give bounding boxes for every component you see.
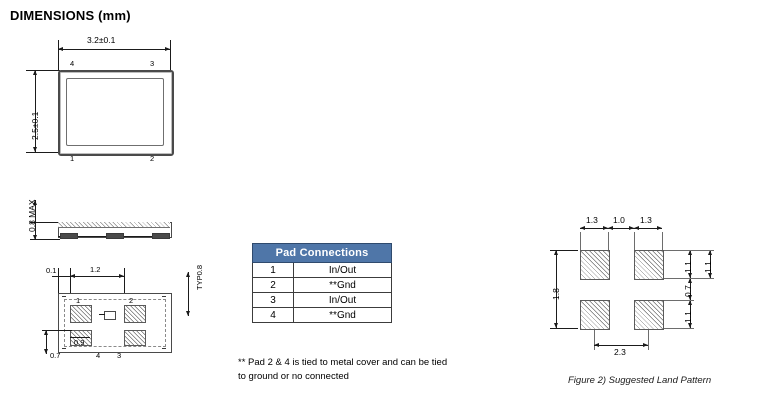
pad-number-cell: 1 bbox=[253, 263, 294, 278]
botview-pin-3-label: 3 bbox=[117, 351, 122, 360]
botview-pad-2 bbox=[124, 305, 146, 323]
topview-pin-2-label: 2 bbox=[150, 154, 155, 163]
table-row bbox=[253, 308, 392, 323]
pad-connections-header: Pad Connections bbox=[253, 244, 392, 263]
land-ext-h-upper-mid bbox=[664, 278, 714, 279]
land-dim-right-mid-label: 0.7 bbox=[683, 285, 693, 297]
land-dim-1-0-arrow-l bbox=[608, 226, 613, 230]
botview-typ-label: TYP0.8 bbox=[195, 264, 204, 290]
botview-corner-tick-tr bbox=[162, 296, 166, 297]
land-pad-bottom-left bbox=[580, 300, 610, 330]
table-row bbox=[253, 293, 392, 308]
topview-width-arrow-right bbox=[165, 47, 170, 51]
land-dim-1-8-label: 1.8 bbox=[551, 288, 561, 300]
botview-dim-1-2-arrow-left bbox=[70, 274, 75, 278]
pad-connection-cell: In/Out bbox=[294, 263, 392, 278]
land-dim-2-3-arrow-l bbox=[594, 343, 599, 347]
land-ext-v3 bbox=[634, 232, 635, 250]
pad-number-cell: 3 bbox=[253, 293, 294, 308]
land-ext-v-center-right bbox=[648, 330, 649, 350]
botview-typ-arrow-bottom bbox=[186, 311, 190, 316]
pad-connection-cell: **Gnd bbox=[294, 278, 392, 293]
pad-connection-cell: In/Out bbox=[294, 293, 392, 308]
botview-dim-0-7-ext-top bbox=[42, 330, 72, 331]
land-dim-1-3-right-arrow-l bbox=[634, 226, 639, 230]
land-dim-1-3-left-arrow-l bbox=[580, 226, 585, 230]
land-dim-right-bottom-label: 1.1 bbox=[683, 311, 693, 323]
land-dim-2-3-arrow-r bbox=[643, 343, 648, 347]
land-ext-v1 bbox=[580, 232, 581, 250]
topview-pin-1-label: 1 bbox=[70, 154, 75, 163]
land-pad-top-left bbox=[580, 250, 610, 280]
topview-height-arrow-bottom bbox=[33, 147, 37, 152]
botview-dim-0-1-label: 0.1 bbox=[46, 266, 57, 275]
botview-ext-left bbox=[58, 268, 59, 294]
land-ext-v4 bbox=[662, 232, 663, 250]
land-dim-1-8-ext-bottom bbox=[550, 328, 578, 329]
botview-ext-pad-right bbox=[124, 268, 125, 294]
land-dim-1-8-ext-top bbox=[550, 250, 578, 251]
land-dim-1-3-right-arrow-r bbox=[657, 226, 662, 230]
topview-height-label: 2.5±0.1 bbox=[30, 111, 40, 140]
sideview-foot-mid bbox=[106, 233, 124, 239]
topview-pin-4-label: 4 bbox=[70, 59, 75, 68]
pad-number-cell: 2 bbox=[253, 278, 294, 293]
botview-dim-0-9-label: 0.9 bbox=[74, 338, 85, 347]
land-dim-2-3-line bbox=[594, 345, 648, 346]
land-dim-2-3-label: 2.3 bbox=[614, 347, 626, 357]
land-ext-v-center-left bbox=[594, 330, 595, 350]
botview-typ-dim-line bbox=[188, 272, 189, 316]
topview-height-arrow-top bbox=[33, 70, 37, 75]
botview-corner-tick-bl bbox=[62, 348, 66, 349]
botview-dim-1-2-arrow-right bbox=[119, 274, 124, 278]
topview-height-ext-bottom bbox=[26, 152, 60, 153]
topview-width-ext-left bbox=[58, 40, 59, 70]
pad-number-cell: 4 bbox=[253, 308, 294, 323]
land-ext-h-bottom bbox=[664, 328, 694, 329]
botview-pad-3 bbox=[124, 330, 146, 346]
sideview-package-lid bbox=[58, 222, 170, 228]
topview-height-ext-top bbox=[26, 70, 60, 71]
sideview-height-label: 0.8 MAX bbox=[27, 199, 37, 232]
topview-width-arrow-left bbox=[58, 47, 63, 51]
figure-caption: Figure 2) Suggested Land Pattern bbox=[568, 375, 712, 386]
botview-pin-1-label: 1 bbox=[76, 296, 81, 305]
pad-connections-table bbox=[252, 243, 392, 323]
land-dim-1-0-label: 1.0 bbox=[613, 215, 625, 225]
topview-width-ext-right bbox=[170, 40, 171, 70]
land-ext-v2 bbox=[608, 232, 609, 250]
botview-ext-pad-left bbox=[70, 268, 71, 294]
botview-corner-tick-br bbox=[162, 348, 166, 349]
botview-dim-0-7-label: 0.7 bbox=[50, 351, 61, 360]
table-row bbox=[253, 278, 392, 293]
topview-package-cavity bbox=[66, 78, 164, 146]
botview-pin-4-label: 4 bbox=[96, 351, 101, 360]
land-ext-h-lower-mid bbox=[664, 300, 694, 301]
sideview-ext-bottom bbox=[30, 239, 60, 240]
land-dim-right-top-label: 1.1 bbox=[683, 261, 693, 273]
sideview-foot-left bbox=[60, 233, 78, 239]
land-pad-bottom-right bbox=[634, 300, 664, 330]
land-dim-right-outer-label: 1.1 bbox=[703, 261, 713, 273]
botview-dim-0-7-arrow-bottom bbox=[44, 349, 48, 354]
botview-center-leader bbox=[99, 314, 105, 315]
pad-note: ** Pad 2 & 4 is tied to metal cover and can be tied to ground or no connected bbox=[238, 357, 448, 382]
land-pad-top-right bbox=[634, 250, 664, 280]
topview-pin-3-label: 3 bbox=[150, 59, 155, 68]
topview-width-dim-line bbox=[58, 49, 170, 50]
topview-width-label: 3.2±0.1 bbox=[87, 35, 116, 45]
sideview-foot-right bbox=[152, 233, 170, 239]
botview-corner-tick-tl bbox=[62, 296, 66, 297]
botview-typ-arrow-top bbox=[186, 272, 190, 277]
land-dim-1-3-right-label: 1.3 bbox=[640, 215, 652, 225]
land-dim-1-3-left-label: 1.3 bbox=[586, 215, 598, 225]
botview-dim-1-2-line bbox=[70, 276, 124, 277]
page-title: DIMENSIONS (mm) bbox=[10, 8, 131, 23]
botview-pad-1 bbox=[70, 305, 92, 323]
botview-center-marker bbox=[104, 311, 116, 320]
botview-pin-2-label: 2 bbox=[129, 296, 134, 305]
pad-connection-cell: **Gnd bbox=[294, 308, 392, 323]
land-ext-h-top bbox=[664, 250, 714, 251]
table-row bbox=[253, 263, 392, 278]
botview-dim-1-2-label: 1.2 bbox=[90, 265, 101, 274]
